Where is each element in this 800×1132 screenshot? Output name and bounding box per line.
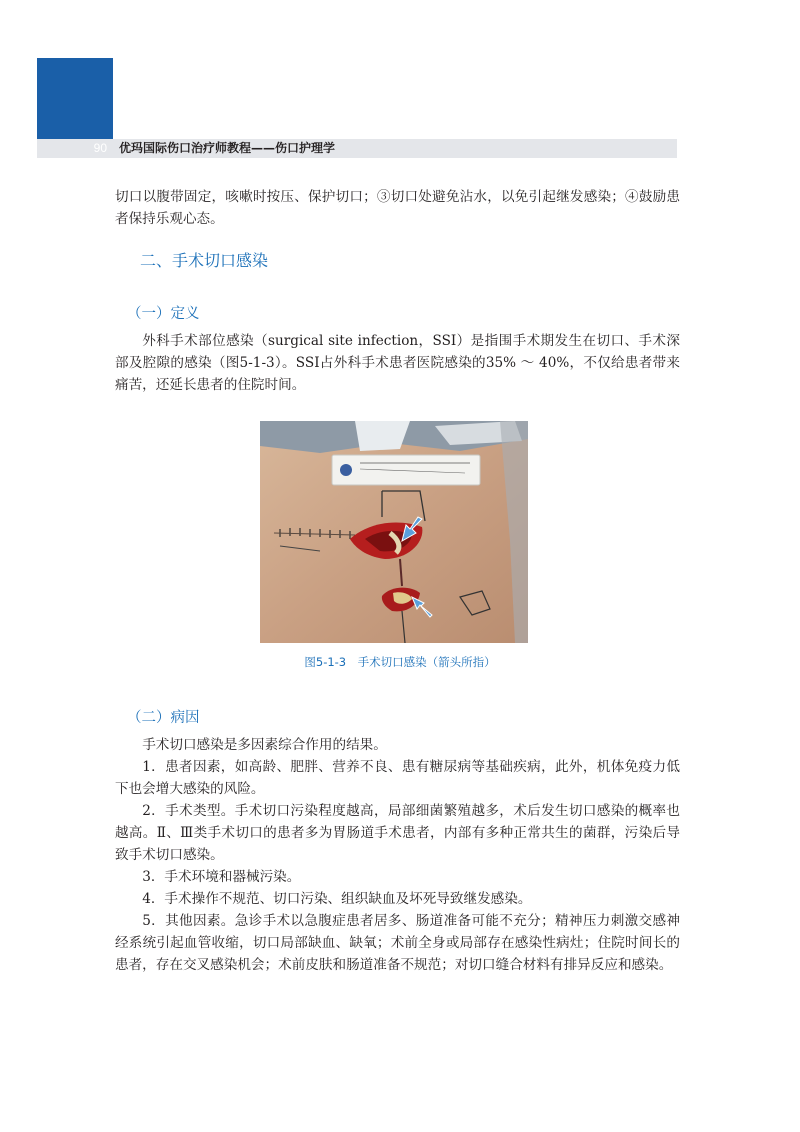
causes-paragraph-4: 4．手术操作不规范、切口污染、组织缺血及坏死导致继发感染。: [142, 891, 532, 907]
intro-paragraph: 切口以腹带固定，咳嗽时按压、保护切口；③切口处避免沾水，以免引起继发感染；④鼓励患者保持乐观心态。: [115, 189, 680, 227]
wound-photo-illustration: [260, 421, 528, 643]
causes-paragraph-5: 5．其他因素。急诊手术以急腹症患者居多、肠道准备可能不充分；精神压力刺激交感神经系统引起血管收缩，切口局部缺血、缺氧；术前全身或局部存在感染性病灶；住院时间长的患者，存在交叉感染机会；术前皮肤和肠道准备不规范；对切口缝合材料有排异反应和感染。: [115, 913, 680, 973]
figure-caption: 图5-1-3 手术切口感染（箭头所指）: [304, 655, 496, 669]
surgical-wound-photo: [260, 421, 528, 643]
causes-paragraph-1: 1．患者因素，如高龄、肥胖、营养不良、患有糖尿病等基础疾病，此外，机体免疫力低下也会增大感染的风险。: [115, 759, 680, 797]
definition-paragraph: 外科手术部位感染（surgical site infection，SSI）是指围手术期发生在切口、手术深部及腔隙的感染（图5-1-3）。SSI占外科手术患者医院感染的35% ～ 40%，不仅给患者带来痛苦，还延长患者的住院时间。: [115, 333, 680, 393]
book-title: 优玛国际伤口治疗师教程——伤口护理学: [119, 141, 336, 155]
causes-paragraph-3: 3．手术环境和器械污染。: [142, 869, 301, 885]
subsection-definition-heading: （一）定义: [127, 306, 200, 322]
section-heading: 二、手术切口感染: [140, 251, 269, 270]
subsection-causes-heading: （二）病因: [127, 710, 200, 726]
causes-paragraph-2: 2．手术类型。手术切口污染程度越高，局部细菌繁殖越多，术后发生切口感染的概率也越高。Ⅱ、Ⅲ类手术切口的患者多为胃肠道手术患者，内部有多种正常共生的菌群，污染后导致手术切口感染。: [115, 803, 680, 863]
page-number: 90: [93, 141, 107, 155]
causes-paragraph-0: 手术切口感染是多因素综合作用的结果。: [142, 737, 387, 753]
